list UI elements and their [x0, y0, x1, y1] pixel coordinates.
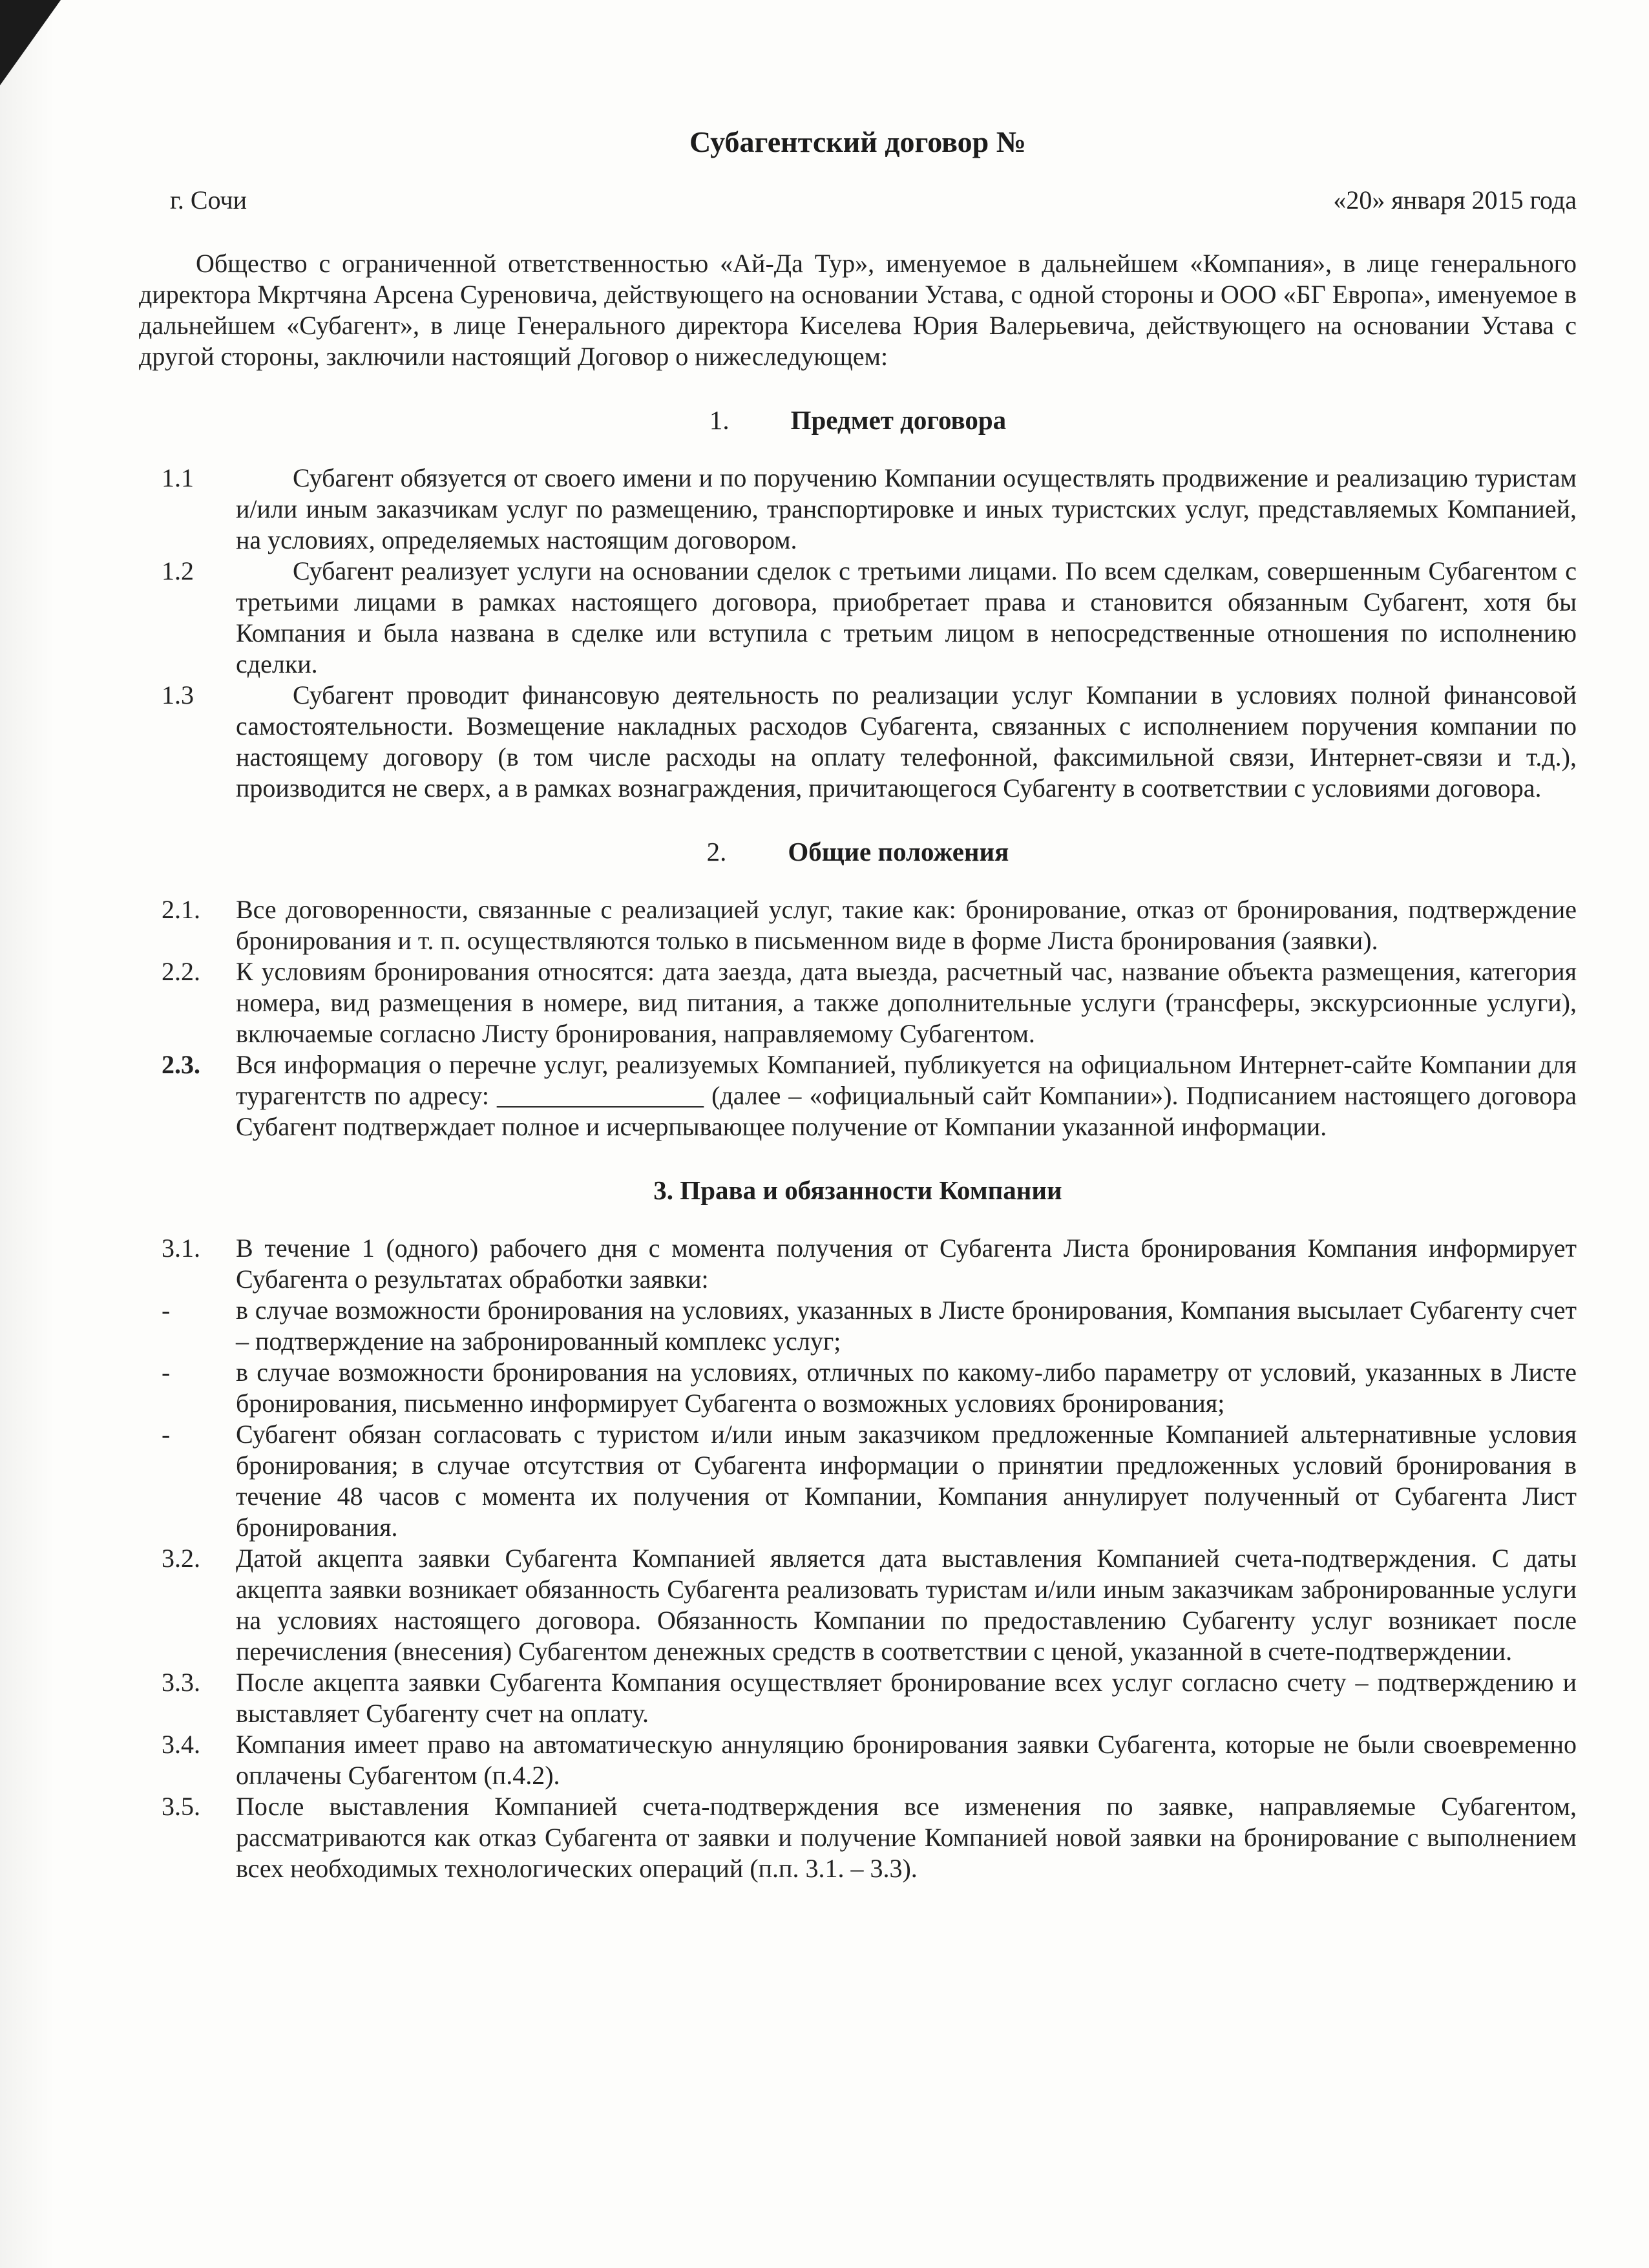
clause-text: в случае возможности бронирования на условиях, указанных в Листе бронирования, Компания высылает Субагенту счет – подтверждение на забронированный комплекс услуг;: [236, 1296, 1577, 1356]
section-number: 1.: [709, 405, 730, 435]
clause-list: [139, 463, 1577, 804]
clause-number: 2.1.: [162, 895, 200, 924]
clause-text: Вся информация о перечне услуг, реализуемых Компанией, публикуется на официальном Интернет-сайте Компании для турагентств по адресу: ________________ (далее – «официальный сайт Компании»). Подписанием настоящего договора Субагент подтверждает полное и исчерпывающее получение от Компании указанной информации.: [236, 1050, 1577, 1141]
clause-text: После выставления Компанией счета-подтверждения все изменения по заявке, направляемые Субагентом, рассматриваются как отказ Субагента от заявки и получение Компанией новой заявки на бронирование с выполнением всех необходимых технологических операций (п.п. 3.1. – 3.3).: [236, 1792, 1577, 1883]
clause-text: После акцепта заявки Субагента Компания осуществляет бронирование всех услуг согласно счету – подтверждению и выставляет Субагенту счет на оплату.: [236, 1668, 1577, 1728]
section-number: 2.: [706, 837, 727, 866]
clause-number: 1.1: [162, 463, 194, 492]
date-label: «20» января 2015 года: [1333, 185, 1577, 215]
clause-text: Субагент проводит финансовую деятельность по реализации услуг Компании в условиях полной финансовой самостоятельности. Возмещение накладных расходов Субагента, связанных с исполнением поручения компании по настоящему договору (в том числе расходы на оплату телефонной, факсимильной связи, Интернет-связи и т.д.), производится не сверх, а в рамках вознаграждения, причитающегося Субагенту в соответствии с условиями договора.: [236, 680, 1577, 803]
document-title: Субагентский договор №: [689, 125, 1026, 158]
dash-item: [139, 1357, 1577, 1419]
dash-item: [139, 1295, 1577, 1357]
clause-list: [139, 894, 1577, 1142]
clause-item: [139, 956, 1577, 1049]
clause-item: [139, 680, 1577, 804]
clause-number: 3.4.: [162, 1730, 200, 1759]
clause-number: 1.2: [162, 556, 194, 585]
clause-number: -: [162, 1358, 171, 1387]
meta-row: [139, 185, 1577, 216]
scan-corner-artifact: [0, 0, 61, 85]
clause-number: -: [162, 1420, 171, 1449]
sections: [139, 404, 1577, 1884]
clause-number: 2.3.: [162, 1050, 200, 1079]
clause-number: 2.2.: [162, 957, 200, 986]
clause-item: [139, 1791, 1577, 1884]
clause-item: [139, 1233, 1577, 1295]
dash-item: [139, 1419, 1577, 1543]
section-title: 3. Права и обязанности Компании: [653, 1175, 1062, 1205]
clause-text: Субагент обязан согласовать с туристом и/или иным заказчиком предложенные Компанией альтернативные условия бронирования; в случае отсутствия от Субагента информации о принятии предложенных условий бронирования в течение 48 часов с момента их получения от Компании, Компания аннулирует полученный от Субагента Лист бронирования.: [236, 1420, 1577, 1542]
section-title: Общие положения: [788, 837, 1009, 866]
clause-text: Субагент реализует услуги на основании сделок с третьими лицами. По всем сделкам, совершенным Субагентом с третьими лицами в рамках настоящего договора, приобретает права и становится обязанным Субагент, хотя бы Компания и была названа в сделке или вступила с третьим лицом в непосредственные отношения по исполнению сделки.: [236, 556, 1577, 678]
clause-number: 3.1.: [162, 1234, 200, 1263]
clause-item: [139, 463, 1577, 556]
section-heading: [139, 836, 1577, 867]
clause-item: [139, 1729, 1577, 1791]
clause-number: 3.2.: [162, 1544, 200, 1573]
clause-number: 1.3: [162, 680, 194, 709]
clause-text: в случае возможности бронирования на условиях, отличных по какому-либо параметру от условий, указанных в Листе бронирования, письменно информирует Субагента о возможных условиях бронирования;: [236, 1358, 1577, 1418]
section-title: Предмет договора: [790, 405, 1007, 435]
clause-text: Все договоренности, связанные с реализацией услуг, такие как: бронирование, отказ от бронирования, подтверждение бронирования и т. п. осуществляются только в письменном виде в форме Листа бронирования (заявки).: [236, 895, 1577, 955]
place-label: г. Сочи: [170, 185, 247, 215]
section-heading: [139, 1175, 1577, 1206]
clause-list: [139, 1233, 1577, 1884]
clause-number: -: [162, 1296, 171, 1325]
preamble-paragraph: Общество с ограниченной ответственностью «Ай-Да Тур», именуемое в дальнейшем «Компания», в лице генерального директора Мкртчяна Арсена Суреновича, действующего на основании Устава, с одной стороны и ООО «БГ Европа», именуемое в дальнейшем «Субагент», в лице Генерального директора Киселева Юрия Валерьевича, действующего на основании Устава с другой стороны, заключили настоящий Договор о нижеследующем:: [139, 249, 1577, 371]
section-heading: [139, 404, 1577, 436]
clause-item: [139, 556, 1577, 680]
clause-item: [139, 1543, 1577, 1667]
clause-text: Субагент обязуется от своего имени и по поручению Компании осуществлять продвижение и реализацию туристам и/или иным заказчикам услуг по размещению, транспортировке и иных туристских услуг, представляемых Компанией, на условиях, определяемых настоящим договором.: [236, 463, 1577, 554]
clause-text: Датой акцепта заявки Субагента Компанией является дата выставления Компанией счета-подтверждения. С даты акцепта заявки возникает обязанность Субагента реализовать туристам и/или иным заказчикам забронированные услуги на условиях настоящего договора. Обязанность Компании по предоставлению Субагенту услуг возникает после перечисления (внесения) Субагентом денежных средств в соответствии с ценой, указанной в счете-подтверждении.: [236, 1544, 1577, 1666]
clause-number: 3.5.: [162, 1792, 200, 1821]
clause-text: К условиям бронирования относятся: дата заезда, дата выезда, расчетный час, название объекта размещения, категория номера, вид размещения в номере, вид питания, а также дополнительные услуги (трансферы, экскурсионные услуги), включаемые согласно Листу бронирования, направляемому Субагентом.: [236, 957, 1577, 1048]
clause-item: [139, 894, 1577, 956]
clause-text: В течение 1 (одного) рабочего дня с момента получения от Субагента Листа бронирования Компания информирует Субагента о результатах обработки заявки:: [236, 1234, 1577, 1294]
clause-text: Компания имеет право на автоматическую аннуляцию бронирования заявки Субагента, которые не были своевременно оплачены Субагентом (п.4.2).: [236, 1730, 1577, 1790]
clause-number: 3.3.: [162, 1668, 200, 1697]
clause-item: [139, 1049, 1577, 1142]
clause-item: [139, 1667, 1577, 1729]
